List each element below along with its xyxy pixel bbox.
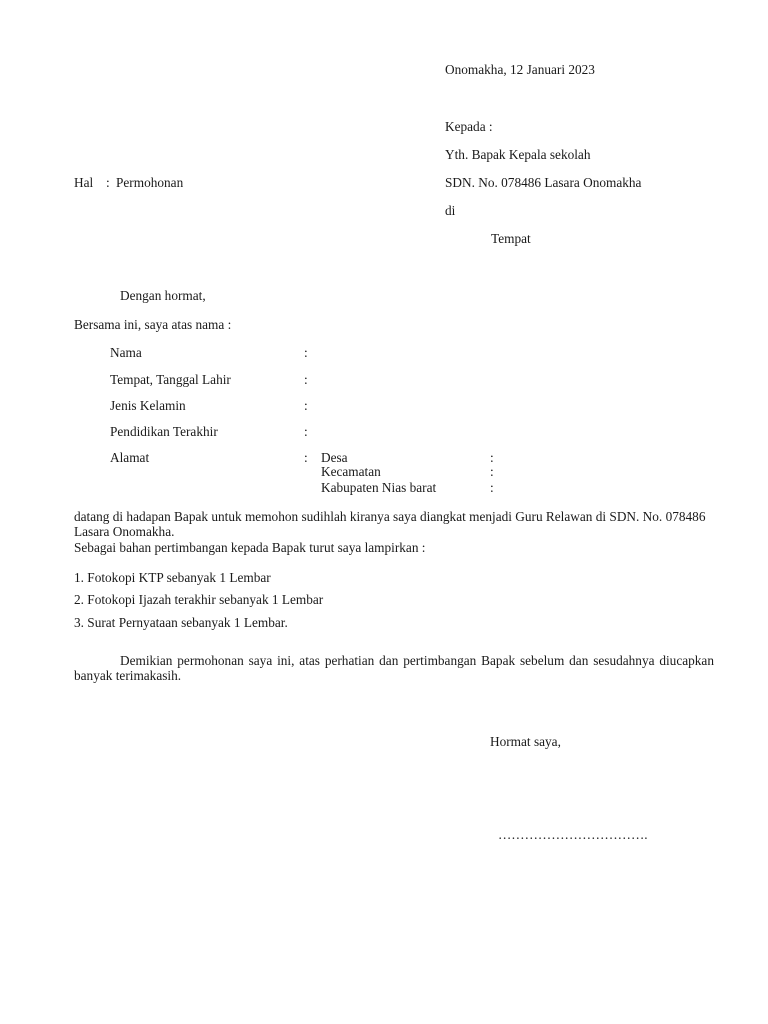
recipient-tempat: Tempat <box>491 231 531 246</box>
subject-value: Permohonan <box>116 175 184 190</box>
subject-colon: : <box>106 175 110 190</box>
recipient-yth: Yth. Bapak Kepala sekolah <box>445 147 591 162</box>
field-label-jenis-kelamin: Jenis Kelamin <box>110 398 186 413</box>
address-label-kecamatan: Kecamatan <box>321 464 381 479</box>
field-label-pendidikan: Pendidikan Terakhir <box>110 424 218 439</box>
intro-line: Bersama ini, saya atas nama : <box>74 317 232 332</box>
address-colon: : <box>490 480 494 495</box>
field-label-alamat: Alamat <box>110 450 150 465</box>
field-colon: : <box>304 398 308 413</box>
field-colon: : <box>304 424 308 439</box>
recipient-di: di <box>445 203 456 218</box>
sign-off: Hormat saya, <box>490 734 561 749</box>
address-label-kabupaten: Kabupaten Nias barat <box>321 480 437 495</box>
date-line: Onomakha, 12 Januari 2023 <box>445 62 595 77</box>
field-colon: : <box>304 372 308 387</box>
recipient-school: SDN. No. 078486 Lasara Onomakha <box>445 175 642 190</box>
address-colon: : <box>490 464 494 479</box>
greeting: Dengan hormat, <box>120 288 206 303</box>
attachment-item: 3. Surat Pernyataan sebanyak 1 Lembar. <box>74 615 288 630</box>
attachment-item: 2. Fotokopi Ijazah terakhir sebanyak 1 Lembar <box>74 592 324 607</box>
attachments-intro: Sebagai bahan pertimbangan kepada Bapak turut saya lampirkan : <box>74 540 426 555</box>
address-label-desa: Desa <box>321 450 348 465</box>
field-colon: : <box>304 345 308 360</box>
field-colon: : <box>304 450 308 465</box>
recipient-kepada: Kepada : <box>445 119 493 134</box>
field-label-ttl: Tempat, Tanggal Lahir <box>110 372 231 387</box>
address-colon: : <box>490 450 494 465</box>
field-label-nama: Nama <box>110 345 142 360</box>
closing-paragraph: Demikian permohonan saya ini, atas perhatian dan pertimbangan Bapak sebelum dan sesudahnya diucapkan banyak terimakasih. <box>74 653 714 683</box>
subject-label: Hal <box>74 175 94 190</box>
signature-line: ……………………………. <box>498 827 648 842</box>
body-paragraph: datang di hadapan Bapak untuk memohon sudihlah kiranya saya diangkat menjadi Guru Relawan di SDN. No. 078486 Lasara Onomakha. <box>74 509 706 539</box>
attachment-item: 1. Fotokopi KTP sebanyak 1 Lembar <box>74 570 271 585</box>
